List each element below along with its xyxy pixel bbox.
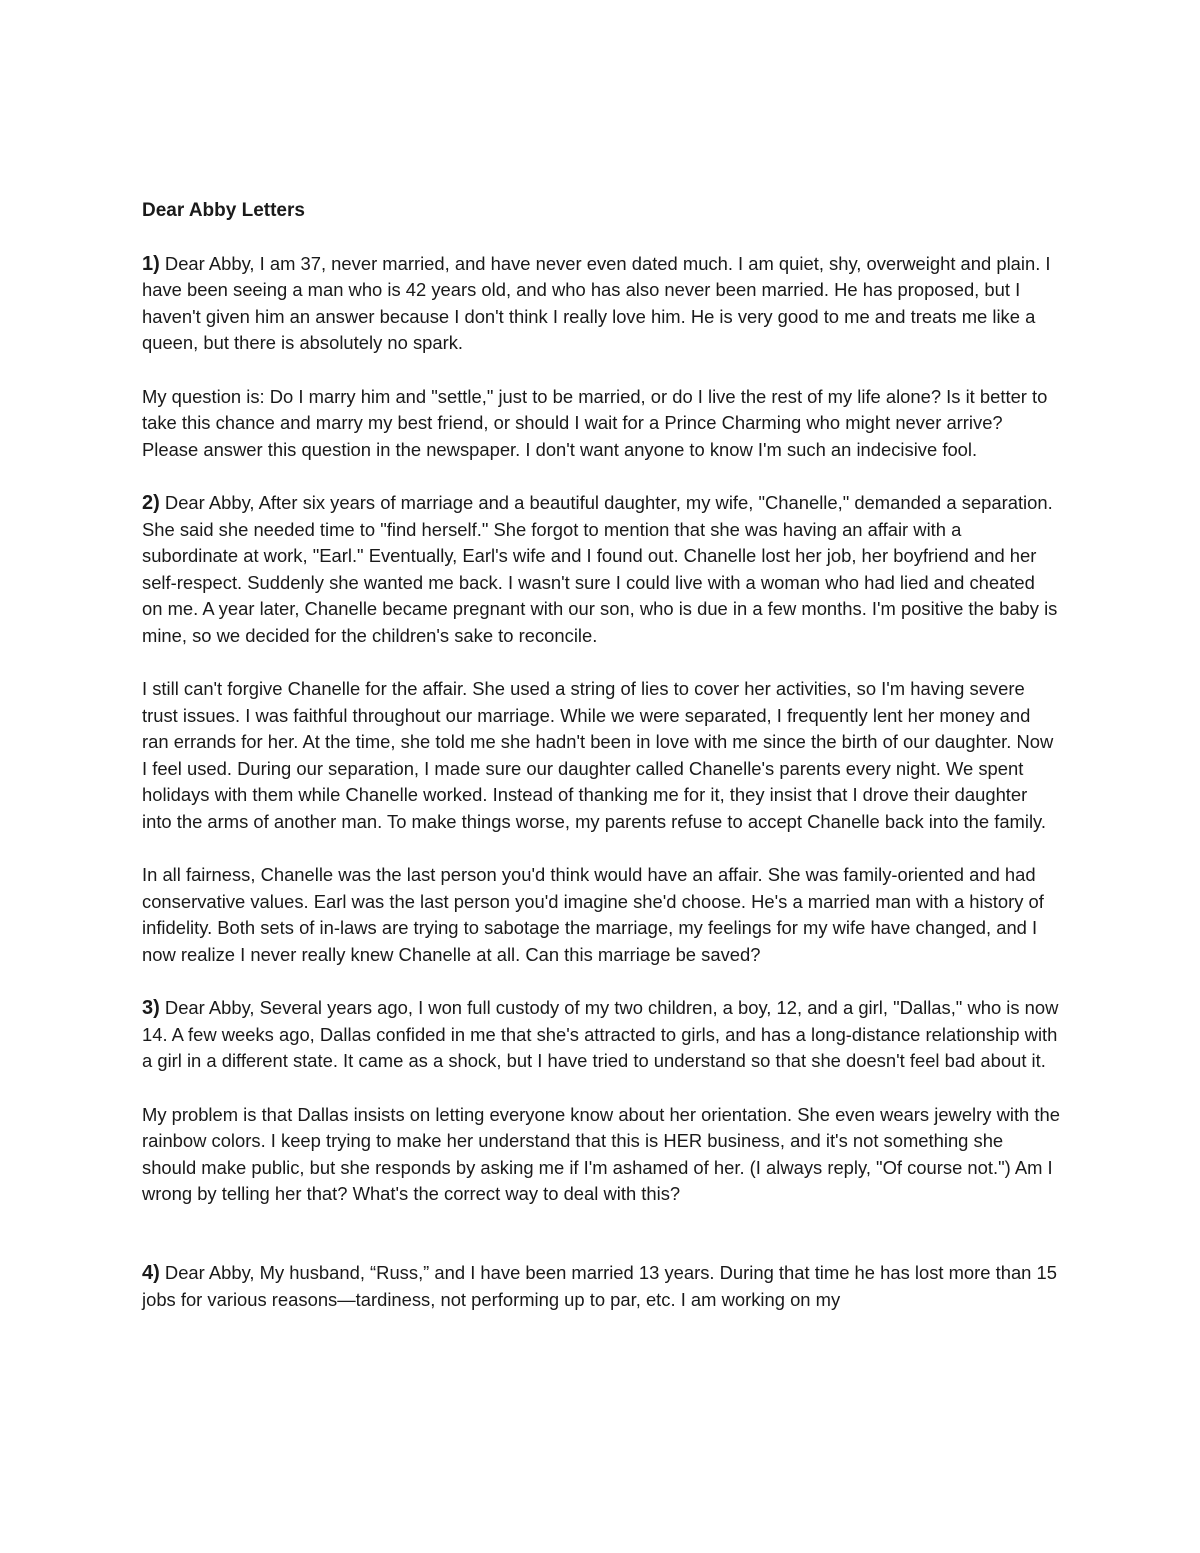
letter-2-number: 2) [142,491,160,514]
letter-1-paragraph-2: My question is: Do I marry him and "settle," just to be married, or do I live the rest of my life alone? Is it better to take this chance and marry my best friend, or should I wait for a Prince Charming who might never arrive? Please answer this question in the newspaper. I don't want anyone to know I'm such an indecisive fool. [142,385,1048,460]
letter-3-number: 3) [142,997,160,1020]
letter-2-text: Dear Abby, After six years of marriage and a beautiful daughter, my wife, "Chanelle," demanded a separation. She said she needed time to "find herself." She forgot to mention that she was having an affair with a subordinate at work, "Earl." Eventually, Earl's wife and I found out. Chanelle lost her job, her boyfriend and her self-respect. Suddenly she wanted me back. I wasn't sure I could live with a woman who had lied and cheated on me. A year later, Chanelle became pregnant with our son, who is due in a few months. I'm positive the baby is mine, so we decided for the children's sake to reconcile. [142,491,1058,646]
letter-3-paragraph-1 [142,995,1060,1075]
letter-1-number: 1) [142,252,160,275]
letter-2-paragraph-2: I still can't forgive Chanelle for the affair. She used a string of lies to cover her activities, so I'm having severe trust issues. I was faithful throughout our marriage. While we were separated, I frequently lent her money and ran errands for her. At the time, she told me she hadn't been in love with me since the birth of our daughter. Now I feel used. During our separation, I made sure our daughter called Chanelle's parents every night. We spent holidays with them while Chanelle worked. Instead of thanking me for it, they insist that I drove their daughter into the arms of another man. To make things worse, my parents refuse to accept Chanelle back into the family. [142,678,1054,833]
letter-4-paragraph-1 [142,1260,1060,1313]
letter-2-paragraph-3: In all fairness, Chanelle was the last person you'd think would have an affair. She was family-oriented and had conservative values. Earl was the last person you'd imagine she'd choose. He's a married man with a history of infidelity. Both sets of in-laws are trying to sabotage the marriage, my feelings for my wife have changed, and I now realize I never really knew Chanelle at all. Can this marriage be saved? [142,864,1044,966]
letter-2-paragraph-1 [142,490,1060,650]
letter-4-number: 4) [142,1261,160,1284]
letter-1-text: Dear Abby, I am 37, never married, and have never even dated much. I am quiet, shy, overweight and plain. I have been seeing a man who is 42 years old, and who has also never been married. He has proposed, but I haven't given him an answer because I don't think I really love him. He is very good to me and treats me like a queen, but there is absolutely no spark. [142,252,1051,354]
document-body [142,198,1060,1340]
document-title: Dear Abby Letters [142,200,305,221]
letter-1-paragraph-1 [142,251,1060,357]
letter-3-text: Dear Abby, Several years ago, I won full custody of my two children, a boy, 12, and a girl, "Dallas," who is now 14. A few weeks ago, Dallas confided in me that she's attracted to girls, and has a long-distance relationship with a girl in a different state. It came as a shock, but I have tried to understand so that she doesn't feel bad about it. [142,997,1059,1072]
letter-3-paragraph-2: My problem is that Dallas insists on letting everyone know about her orientation. She even wears jewelry with the rainbow colors. I keep trying to make her understand that this is HER business, and it's not something she should make public, but she responds by asking me if I'm ashamed of her. (I always reply, "Of course not.") Am I wrong by telling her that? What's the correct way to deal with this? [142,1103,1060,1205]
letter-4-text: Dear Abby, My husband, “Russ,” and I have been married 13 years. During that time he has lost more than 15 jobs for various reasons—tardiness, not performing up to par, etc. I am working on my [142,1261,1057,1310]
